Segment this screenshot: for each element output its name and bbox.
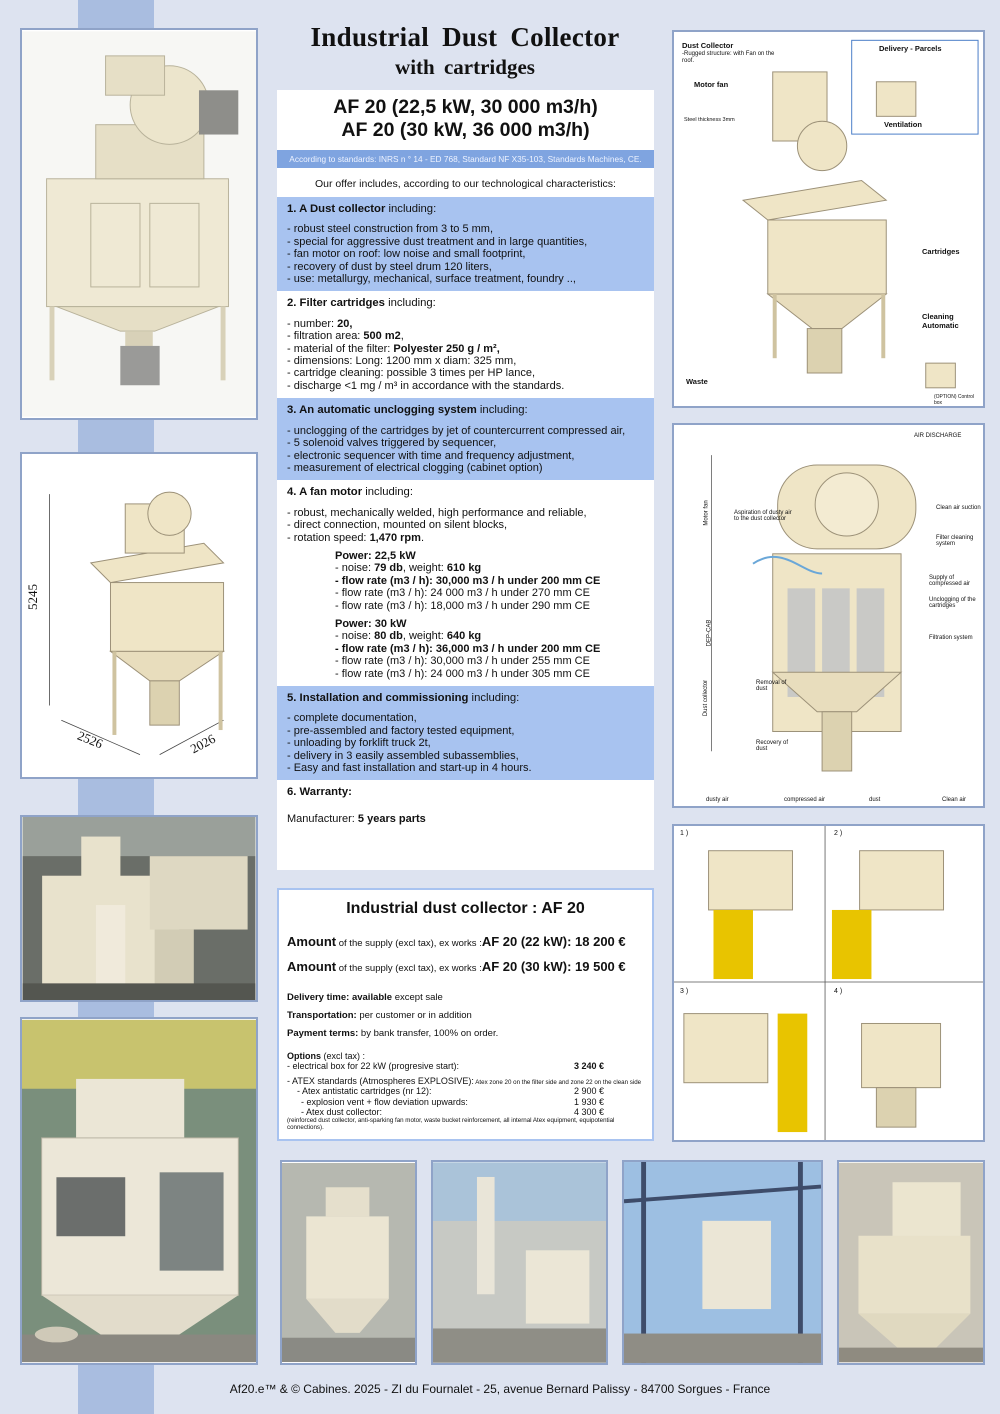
offer-intro: Our offer includes, according to our technological characteristics: bbox=[315, 178, 616, 190]
section-heading: 4. A fan motor including: bbox=[287, 486, 413, 499]
label-delivery: Delivery - Parcels bbox=[879, 44, 942, 53]
list-item: - dimensions: Long: 1200 mm x diam: 325 mm, bbox=[287, 355, 517, 368]
photo-installed-closeup bbox=[20, 1017, 258, 1365]
list-item: - cartridge cleaning: possible 3 times per HP lance, bbox=[287, 367, 536, 380]
section-fan-motor bbox=[277, 480, 654, 686]
label-filter-cleaning: Filter cleaning system bbox=[936, 535, 974, 547]
photo-installation-2 bbox=[431, 1160, 608, 1365]
price-title: Industrial dust collector : AF 20 bbox=[346, 900, 585, 917]
list-item: - Easy and fast installation and start-up in 4 hours. bbox=[287, 762, 532, 775]
label-removal: Removal of dust bbox=[756, 680, 787, 692]
payment-terms: Payment terms: by bank transfer, 100% on order. bbox=[287, 1028, 499, 1039]
section-warranty: 6. Warranty: Manufacturer: 5 years parts bbox=[277, 780, 654, 831]
delivery-time: Delivery time: available except sale bbox=[287, 992, 443, 1003]
power-30kw: Power: 30 kW - noise: 80 db, weight: 640 kg - flow rate (m3 / h): 36,000 m3 / h under 200 mm CE - flow rate (m3 / h): 30,000 m3 / h under 255 mm CE - flow rate (m3 / h): 24 000 m3 / h under 305 mm CE bbox=[335, 617, 601, 680]
legend-compressed-air: compressed air bbox=[784, 797, 826, 803]
amount-22kw: Amount of the supply (excl tax), ex works :AF 20 (22 kW): 18 200 € bbox=[287, 934, 626, 949]
legend-clean-air: Clean air bbox=[942, 797, 967, 803]
legend-dust: dust bbox=[869, 797, 881, 803]
step-1-label: 1 ) bbox=[680, 830, 689, 837]
model-line-1: AF 20 (22,5 kW, 30 000 m3/h) bbox=[333, 96, 598, 118]
list-item: - pre-assembled and factory tested equipment, bbox=[287, 724, 515, 737]
option-row: - Atex antistatic cartridges (nr 12): 2 900 € bbox=[297, 1086, 605, 1097]
section-heading: 2. Filter cartridges including: bbox=[287, 297, 436, 310]
list-item: - special for aggressive dust treatment and in large quantities, bbox=[287, 235, 588, 248]
option-row: - Atex dust collector: 4 300 € bbox=[301, 1107, 605, 1118]
list-item: - rotation speed: 1,470 rpm. bbox=[287, 531, 424, 544]
dimension-height: 5245 bbox=[25, 584, 40, 610]
dimension-width: 2526 bbox=[75, 727, 106, 752]
photo-installation-3 bbox=[622, 1160, 823, 1365]
option-row: - electrical box for 22 kW (progresive start): 3 240 € bbox=[287, 1061, 605, 1072]
section-dust-collector bbox=[277, 197, 654, 291]
list-item: - filtration area: 500 m2, bbox=[287, 330, 404, 343]
list-item: - robust, mechanically welded, high performance and reliable, bbox=[287, 506, 587, 519]
label-recovery: Recovery of dust bbox=[756, 740, 789, 752]
list-item: - recovery of dust by steel drum 120 liters, bbox=[287, 260, 492, 273]
transportation: Transportation: per customer or in addition bbox=[287, 1010, 472, 1021]
list-item: - 5 solenoid valves triggered by sequencer, bbox=[287, 437, 497, 450]
legend-dusty-air: dusty air bbox=[706, 797, 729, 803]
photo-dust-collector-main bbox=[20, 28, 258, 420]
label-steel: Steel thickness 3mm bbox=[684, 117, 735, 123]
list-item: - unloading by forklift truck 2t, bbox=[287, 737, 431, 750]
option-row: - explosion vent + flow deviation upwards: 1 930 € bbox=[301, 1096, 605, 1107]
section-heading: 1. A Dust collector including: bbox=[287, 203, 437, 215]
page-subtitle: with cartridges bbox=[395, 55, 535, 79]
list-item: - use: metallurgy, mechanical, surface treatment, foundry .., bbox=[287, 273, 576, 286]
page-title-block bbox=[270, 22, 660, 80]
section-heading: 5. Installation and commissioning including: bbox=[287, 692, 520, 704]
footer: Af20.e™ & © Cabines. 2025 - ZI du Fournalet - 25, avenue Bernard Palissy - 84700 Sorgues - France bbox=[229, 1382, 771, 1396]
label-aspiration: Aspiration of dusty air to the dust collector bbox=[734, 510, 792, 522]
label-motor-fan: Motor fan bbox=[694, 80, 729, 89]
step-2-label: 2 ) bbox=[834, 830, 843, 837]
list-item: - delivery in 3 easily assembled subassemblies, bbox=[287, 749, 519, 762]
label-filtration: Filtration system bbox=[929, 635, 973, 641]
section-installation bbox=[277, 686, 654, 780]
drawing-dimensions bbox=[20, 452, 258, 779]
label-waste: Waste bbox=[686, 377, 708, 386]
label-cartridges: Cartridges bbox=[922, 247, 960, 256]
photo-installation-1 bbox=[280, 1160, 417, 1365]
section-heading: 6. Warranty: bbox=[287, 786, 352, 799]
list-item: - number: 20, bbox=[287, 317, 353, 330]
diagram-airflow bbox=[672, 423, 985, 808]
label-dust-collector: Dust Collector bbox=[682, 41, 734, 50]
label-cleaning: Cleaning Automatic bbox=[922, 312, 959, 330]
list-item: - direct connection, mounted on silent blocks, bbox=[287, 519, 508, 532]
power-22kw: Power: 22,5 kW - noise: 79 db, weight: 610 kg - flow rate (m3 / h): 30,000 m3 / h under 200 mm CE - flow rate (m3 / h): 24 000 m3 / h under 270 mm CE - flow rate (m3 / h): 18,000 m3 / h under 290 mm CE bbox=[335, 549, 601, 612]
label-supply-air: Supply of compressed air bbox=[929, 575, 971, 587]
diagram-assembly-steps bbox=[672, 824, 985, 1142]
list-item: - measurement of electrical clogging (cabinet option) bbox=[287, 461, 543, 474]
section-unclogging-system bbox=[277, 398, 654, 480]
step-4-label: 4 ) bbox=[834, 988, 843, 995]
list-item: - robust steel construction from 3 to 5 mm, bbox=[287, 223, 494, 236]
list-item: - complete documentation, bbox=[287, 712, 417, 725]
model-header bbox=[277, 90, 654, 142]
label-air-discharge: AIR DISCHARGE bbox=[914, 433, 962, 439]
model-line-2: AF 20 (30 kW, 36 000 m3/h) bbox=[341, 119, 590, 141]
spec-panel bbox=[277, 90, 654, 870]
options-list: Options (excl tax) : - electrical box for 22 kW (progresive start): 3 240 € - ATEX standards (Atmospheres EXPLOSIVE): Atex zone 20 on the filter side and zone 22 on the clean side - Atex antistatic cartridges (nr 12): 2 900 € - explosion vent + flow deviation upwards: 1 930 € - Atex dust collector: 4 300 € (reinforced dust collector, anti-sparking fan motor, waste bucket reinforcement, all internal Atex equipment, equipotential connections). bbox=[287, 1051, 644, 1131]
label-clean-air-suction: Clean air suction bbox=[936, 505, 981, 511]
standards-bar: According to standards: INRS n ° 14 - ED 768, Standard NF X35-103, Standards Machines, CE. bbox=[277, 150, 654, 168]
atex-note: (reinforced dust collector, anti-sparking fan motor, waste bucket reinforcement, all internal Atex equipment, equipotential connections). bbox=[287, 1117, 615, 1132]
amount-30kw: Amount of the supply (excl tax), ex works :AF 20 (30 kW): 19 500 € bbox=[287, 959, 626, 974]
list-item: - material of the filter: Polyester 250 g / m², bbox=[287, 342, 500, 355]
list-item: - fan motor on roof: low noise and small footprint, bbox=[287, 248, 526, 261]
photo-installed-indoor bbox=[20, 815, 258, 1002]
dimension-depth: 2026 bbox=[187, 730, 218, 757]
diagram-exploded-view: Dust Collector -Rugged structure: with Fan on the roof. Motor fan Delivery - Parcels Ventilation Cartridges Cleaning Automatic Waste Steel thickness 3mm (OPTION) Control box bbox=[672, 30, 985, 408]
section-filter-cartridges bbox=[277, 291, 654, 398]
list-item: - discharge <1 mg / m³ in accordance with the standards. bbox=[287, 379, 565, 392]
label-unclogging: Unclogging of the cartridges bbox=[929, 597, 976, 609]
list-item: - unclogging of the cartridges by jet of countercurrent compressed air, bbox=[287, 424, 626, 437]
label-ventilation: Ventilation bbox=[884, 120, 922, 129]
section-heading: 3. An automatic unclogging system including: bbox=[287, 404, 528, 417]
list-item: - electronic sequencer with time and frequency adjustment, bbox=[287, 449, 575, 462]
step-3-label: 3 ) bbox=[680, 988, 689, 995]
label-dust-collector-vertical: Dust collector bbox=[703, 679, 710, 717]
photo-installation-4 bbox=[837, 1160, 985, 1365]
label-dep-cab: DEP-CAB bbox=[706, 619, 713, 647]
price-box bbox=[277, 888, 654, 1141]
page-title: Industrial Dust Collector bbox=[310, 22, 620, 52]
label-motor-fan-vertical: Motor fan bbox=[703, 500, 710, 526]
label-option: (OPTION) Control box bbox=[934, 394, 975, 406]
